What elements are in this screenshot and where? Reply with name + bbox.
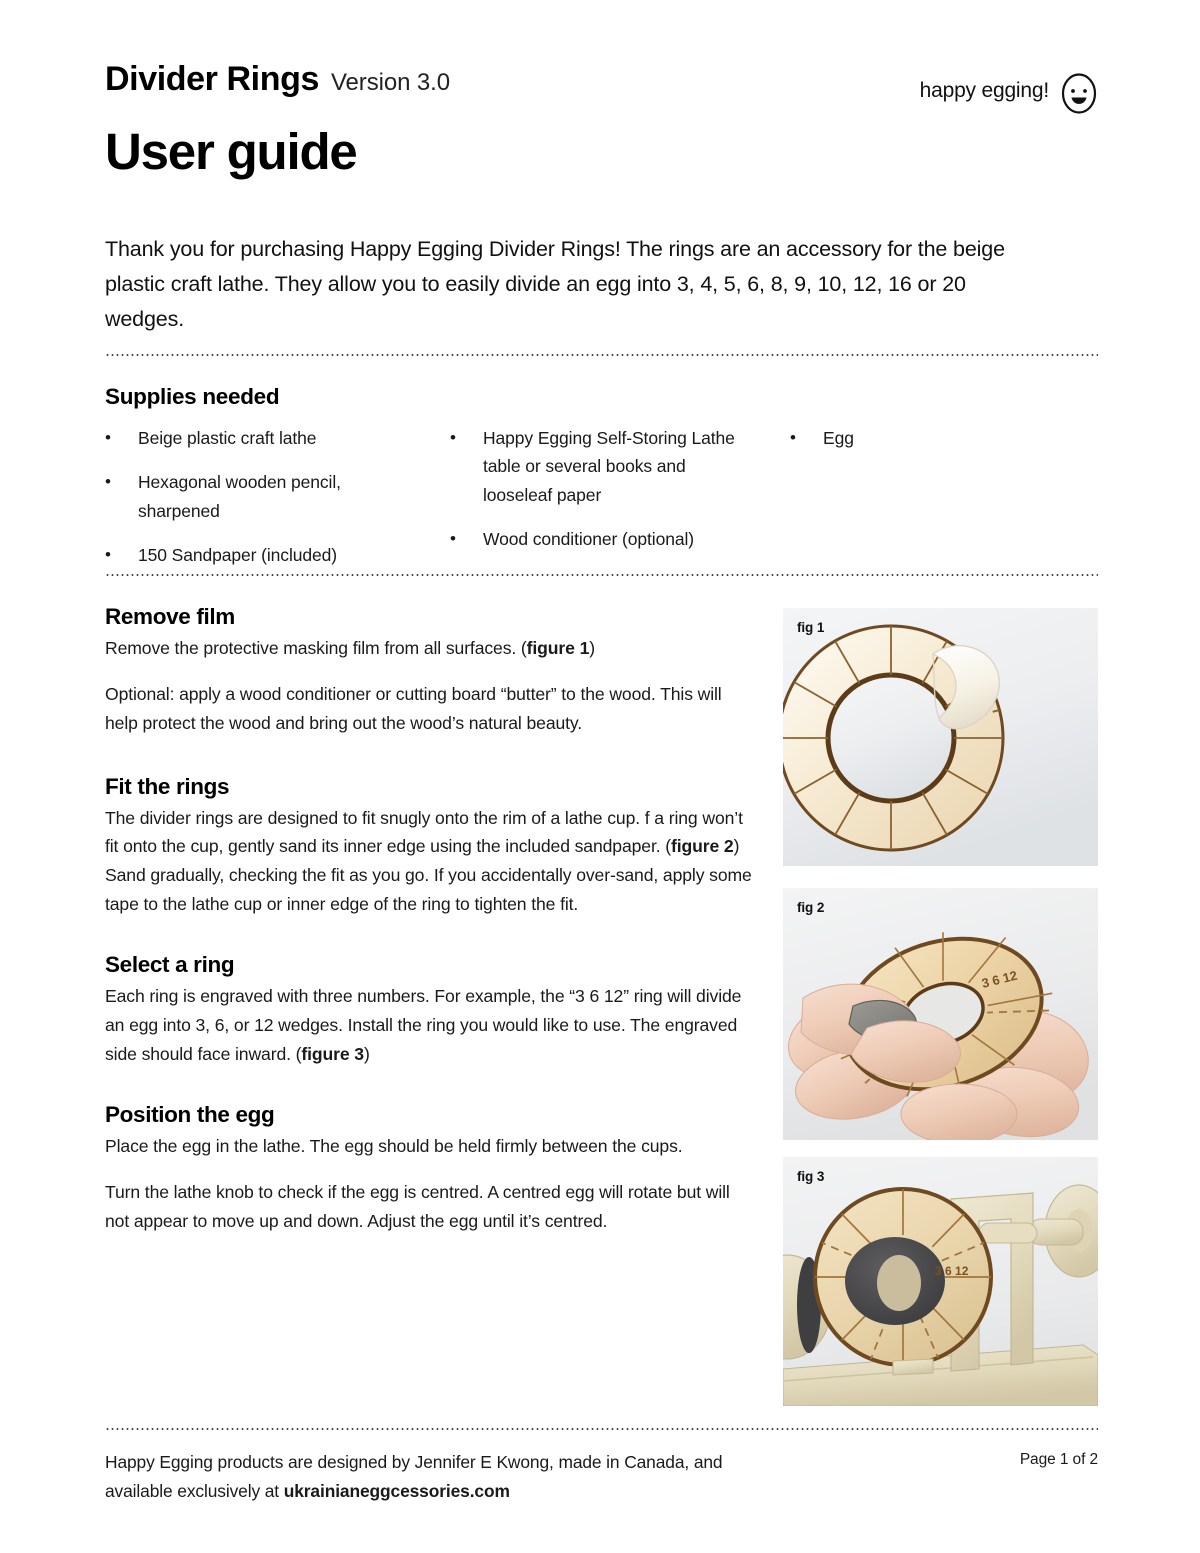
svg-text:3 6 12: 3 6 12 [935, 1264, 969, 1278]
section-fit-the-rings [105, 774, 755, 919]
supplies-column-3 [790, 424, 1090, 585]
supplies-column-2 [450, 424, 790, 585]
page-header [105, 60, 1098, 180]
supplies-section [105, 384, 1098, 585]
section-paragraph [105, 804, 755, 919]
figure-2-image [783, 888, 1098, 1140]
smiling-egg-icon [1060, 68, 1098, 114]
figure-reference: figure 2 [671, 836, 734, 857]
text-run: ) [589, 638, 595, 658]
section-paragraph [105, 1178, 755, 1236]
figure-3-label: fig 3 [797, 1169, 825, 1184]
footer-credit [105, 1448, 745, 1506]
section-select-a-ring [105, 952, 755, 1069]
footer-credit-text: Happy Egging products are designed by Jennifer E Kwong, made in Canada, and available exclusively at [105, 1452, 723, 1501]
supply-label: Happy Egging Self-Storing Lathe table or several books and looseleaf paper [483, 428, 735, 505]
supplies-heading: Supplies needed [105, 384, 280, 409]
page-footer [105, 1448, 1098, 1506]
intro-paragraph: Thank you for purchasing Happy Egging Divider Rings! The rings are an accessory for the beige plastic craft lathe. They allow you to easily divide an egg into 3, 4, 5, 6, 8, 9, 10, 12, 16 or 20 wedges. [105, 237, 1005, 331]
list-item [105, 541, 450, 569]
list-item [450, 525, 790, 553]
section-heading: Position the egg [105, 1102, 275, 1128]
supplies-columns [105, 424, 1098, 585]
instructions-column [105, 604, 755, 1264]
brand-lockup [920, 68, 1098, 114]
supply-label: Beige plastic craft lathe [138, 428, 317, 448]
figure-1-image [783, 608, 1098, 866]
section-paragraph [105, 680, 755, 738]
supplies-column-1 [105, 424, 450, 585]
figure-2-label: fig 2 [797, 900, 825, 915]
divider-rule-middle [105, 574, 1098, 576]
product-title-line [105, 62, 450, 97]
list-item [105, 468, 450, 525]
version-label: Version 3.0 [330, 69, 450, 96]
divider-rule-bottom [105, 1428, 1098, 1430]
list-item [450, 424, 790, 509]
section-paragraph [105, 634, 755, 663]
section-heading: Remove film [105, 604, 235, 629]
text-run: Each ring is engraved with three numbers. For example, the “3 6 12” ring will divide an egg into 3, 6, or 12 wedges. Install the ring you would like to use. The engraved side should face inward. ( [105, 985, 742, 1064]
svg-text:3 6 12: 3 6 12 [980, 967, 1019, 991]
section-heading: Fit the rings [105, 773, 230, 799]
text-run: Optional: apply a wood conditioner or cutting board “butter” to the wood. This will help protect the wood and bring out the wood’s natural beauty. [105, 683, 722, 733]
bullet-icon: • [105, 428, 111, 447]
bullet-icon: • [105, 472, 111, 492]
brand-tagline: happy egging! [919, 79, 1049, 102]
footer-website-link[interactable]: ukrainianeggcessories.com [283, 1480, 510, 1501]
list-item [105, 424, 450, 452]
section-position-the-egg [105, 1102, 755, 1236]
divider-rule-top [105, 354, 1098, 356]
product-name: Divider Rings [105, 60, 319, 98]
figure-3-image [783, 1157, 1098, 1406]
header-top-row [105, 62, 1098, 114]
section-paragraph [105, 1132, 755, 1161]
page-title: User guide [105, 123, 357, 180]
text-run: Turn the lathe knob to check if the egg is centred. A centred egg will rotate but will not appear to move up and down. Adjust the egg until it’s centred. [105, 1182, 730, 1232]
text-run: Remove the protective masking film from all surfaces. ( [105, 638, 527, 658]
supply-label: Wood conditioner (optional) [483, 529, 694, 550]
bullet-icon: • [105, 545, 111, 565]
supply-label: Egg [823, 428, 854, 448]
section-paragraph [105, 982, 755, 1069]
text-run: Place the egg in the lathe. The egg should be held firmly between the cups. [105, 1136, 683, 1157]
figure-1-label: fig 1 [797, 620, 825, 635]
bullet-icon: • [450, 428, 456, 447]
bullet-icon: • [790, 428, 796, 447]
text-run: ) Sand gradually, checking the fit as you go. If you accidentally over-sand, apply some tape to the lathe cup or inner edge of the ring to tighten the fit. [105, 836, 752, 915]
supply-label: 150 Sandpaper (included) [138, 545, 337, 566]
page-number: Page 1 of 2 [1019, 1451, 1098, 1468]
figure-reference: figure 1 [526, 638, 590, 658]
text-run: The divider rings are designed to fit snugly onto the rim of a lathe cup. f a ring won’t fit onto the cup, gently sand its inner edge using the included sandpaper. ( [105, 807, 743, 857]
list-item [790, 424, 1090, 452]
text-run: ) [363, 1043, 370, 1064]
supply-label: Hexagonal wooden pencil, sharpened [138, 472, 341, 521]
bullet-icon: • [450, 529, 456, 549]
section-heading: Select a ring [105, 951, 235, 977]
section-remove-film [105, 604, 755, 738]
figure-reference: figure 3 [301, 1043, 364, 1064]
